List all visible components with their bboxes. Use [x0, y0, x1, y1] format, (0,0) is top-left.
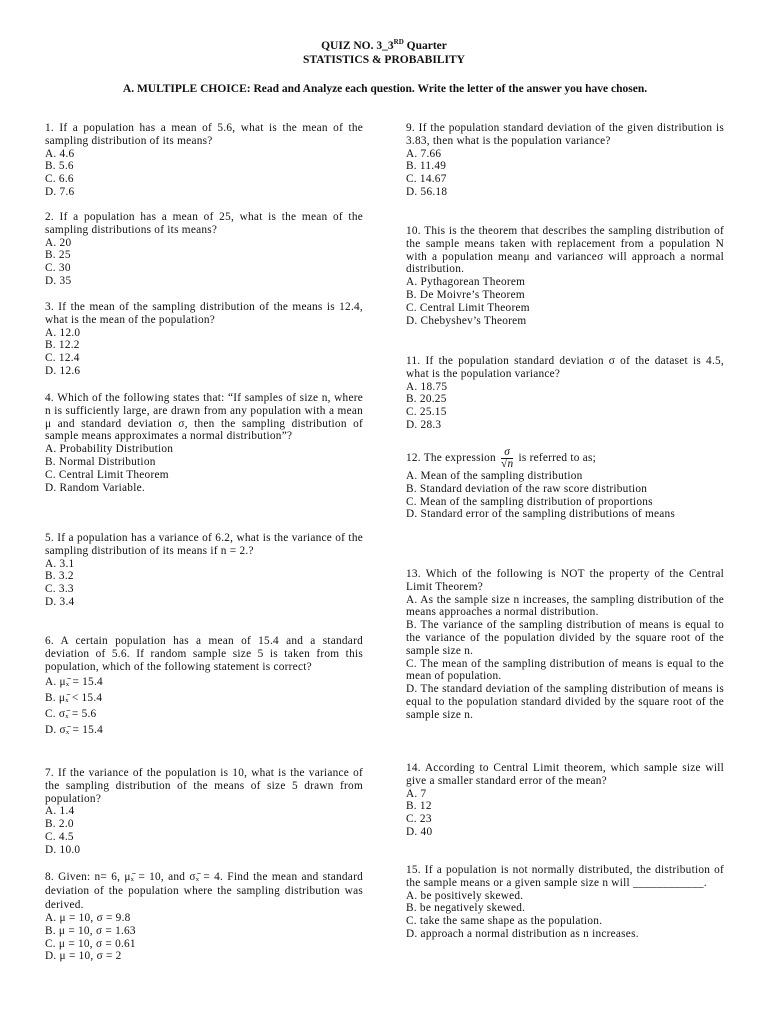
question-stem: 8. Given: n= 6, μₓ̄ = 10, and σₓ̄ = 4. Find the mean and standard deviation of the population where the sampling distribution was derived. [45, 871, 363, 911]
question-2 [45, 211, 363, 288]
option-b: B. The variance of the sampling distribution of means is equal to the variance of the population divided by the square root of the sample size n. [406, 619, 724, 657]
option-b: B. 12 [406, 800, 432, 813]
question-14 [406, 762, 724, 839]
question-5 [45, 532, 363, 609]
question-15 [406, 864, 724, 941]
option-a: A. 3.1 [45, 557, 75, 570]
title-suffix: Quarter [403, 40, 447, 52]
option-a: A. be positively skewed. [406, 889, 524, 902]
option-b: B. 20.25 [406, 393, 447, 406]
option-c: C. 30 [45, 262, 71, 275]
option-a: A. Mean of the sampling distribution [406, 470, 583, 482]
option-d: D. Chebyshev’s Theorem [406, 314, 527, 327]
option-d: D. 35 [45, 274, 72, 287]
option-b: B. 12.2 [45, 339, 80, 352]
option-d: D. approach a normal distribution as n increases. [406, 927, 639, 940]
question-stem: 13. Which of the following is NOT the property of the Central Limit Theorem? [406, 568, 724, 593]
fraction-numerator: σ [501, 447, 513, 459]
option-d: D. σₓ̄ = 15.4 [45, 723, 103, 736]
question-13 [406, 568, 724, 722]
option-d: D. 28.3 [406, 418, 442, 431]
question-10 [406, 225, 724, 327]
question-4 [45, 392, 363, 494]
option-c: C. σₓ̄ = 5.6 [45, 707, 97, 720]
option-a: A. 12.0 [45, 326, 81, 339]
question-9 [406, 122, 724, 199]
quiz-title [0, 40, 768, 52]
question-12 [406, 447, 724, 521]
option-c: C. 14.67 [406, 173, 447, 186]
question-stem: 6. A certain population has a mean of 15.4 and a standard deviation of 5.6. If random sample size 5 is taken from this population, which of the following statement is correct? [45, 635, 363, 673]
option-c: C. 3.3 [45, 583, 74, 596]
question-1 [45, 122, 363, 199]
right-column [406, 122, 724, 982]
option-a: A. 20 [45, 236, 72, 249]
option-a: A. μ = 10, σ = 9.8 [45, 912, 131, 924]
option-a: A. 18.75 [406, 380, 448, 393]
option-c: C. 12.4 [45, 352, 80, 365]
option-d: D. μ = 10, σ = 2 [45, 950, 122, 963]
option-a: A. Probability Distribution [45, 443, 174, 456]
option-c: C. μ = 10, σ = 0.61 [45, 937, 136, 950]
question-stem [406, 447, 724, 470]
stem-before: 12. The expression [406, 452, 500, 465]
instruction: A. MULTIPLE CHOICE: Read and Analyze each question. Write the letter of the answer you have chosen. [122, 83, 648, 95]
option-d: D. 12.6 [45, 364, 81, 377]
fraction-denominator: √n [501, 458, 514, 470]
option-a: A. 7.66 [406, 147, 442, 160]
option-a: A. As the sample size n increases, the sampling distribution of the means approaches a normal distribution. [406, 593, 724, 619]
stem-after: is referred to as; [515, 452, 597, 465]
option-d: D. Random Variable. [45, 481, 145, 494]
option-c: C. 23 [406, 813, 432, 826]
question-stem: 1. If a population has a mean of 5.6, what is the mean of the sampling distribution of its means? [45, 122, 363, 147]
option-a: A. 7 [406, 787, 427, 800]
option-d: D. 40 [406, 825, 433, 838]
question-stem: 15. If a population is not normally distributed, the distribution of the sample means or a given sample size n will ____________. [406, 864, 724, 889]
option-b: B. Standard deviation of the raw score distribution [406, 482, 648, 495]
option-b: B. be negatively skewed. [406, 902, 526, 915]
question-11 [406, 355, 724, 432]
option-c: C. 25.15 [406, 406, 447, 419]
question-stem: 2. If a population has a mean of 25, what is the mean of the sampling distributions of its means? [45, 211, 363, 236]
question-stem: 3. If the mean of the sampling distribution of the means is 12.4, what is the mean of the population? [45, 301, 363, 326]
title-prefix: QUIZ NO. 3_3 [321, 40, 394, 52]
option-b: B. 11.49 [406, 160, 447, 173]
option-d: D. 56.18 [406, 185, 448, 198]
question-stem: 10. This is the theorem that describes the sampling distribution of the sample means taken with replacement from a population N with a population meanμ and varianceσ will approach a normal distribution. [406, 225, 724, 276]
question-stem: 7. If the variance of the population is 10, what is the variance of the sampling distribution of the means of size 5 drawn from population? [45, 767, 363, 805]
question-stem: 11. If the population standard deviation σ of the dataset is 4.5, what is the population variance? [406, 355, 724, 380]
option-b: B. μₓ̄ < 15.4 [45, 692, 103, 705]
option-c: C. 4.5 [45, 830, 74, 843]
question-stem: 4. Which of the following states that: “If samples of size n, where n is sufficiently large, are drawn from any population with a mean μ and standard deviation σ, then the sampling distribution of sample means approximates a normal distribution”? [45, 392, 363, 443]
option-b: B. 3.2 [45, 570, 74, 583]
subject-title: STATISTICS & PROBABILITY [303, 54, 465, 66]
option-b: B. 2.0 [45, 818, 74, 831]
option-d: D. 3.4 [45, 595, 75, 608]
option-d: D. 10.0 [45, 843, 81, 856]
question-7 [45, 767, 363, 857]
option-a: A. 4.6 [45, 147, 75, 160]
question-8 [45, 870, 363, 963]
option-a: A. μₓ̄ = 15.4 [45, 676, 103, 689]
title-superscript: RD [393, 38, 404, 47]
option-d: D. 7.6 [45, 185, 75, 198]
option-c: C. Central Limit Theorem [406, 301, 530, 314]
question-stem: 5. If a population has a variance of 6.2, what is the variance of the sampling distribution of its means if n = 2.? [45, 532, 363, 557]
option-b: B. Normal Distribution [45, 455, 156, 468]
option-a: A. 1.4 [45, 805, 75, 818]
sigma-over-root-n-fraction [501, 447, 513, 470]
option-c: C. 6.6 [45, 173, 74, 186]
left-column [45, 122, 363, 982]
option-c: C. Mean of the sampling distribution of proportions [406, 495, 653, 508]
question-stem: 14. According to Central Limit theorem, which sample size will give a smaller standard error of the mean? [406, 762, 724, 787]
option-a: A. Pythagorean Theorem [406, 276, 526, 289]
option-d: D. Standard error of the sampling distributions of means [406, 508, 676, 521]
option-c: C. Central Limit Theorem [45, 468, 169, 481]
option-c: C. The mean of the sampling distribution of means is equal to the mean of population. [406, 657, 724, 683]
question-3 [45, 301, 363, 378]
option-b: B. 25 [45, 249, 71, 262]
option-b: B. μ = 10, σ = 1.63 [45, 924, 136, 937]
question-stem: 9. If the population standard deviation of the given distribution is 3.83, then what is the population variance? [406, 122, 724, 147]
option-d: D. The standard deviation of the sampling distribution of means is equal to the population standard divided by the square root of the sample size n. [406, 683, 724, 721]
option-b: B. De Moivre’s Theorem [406, 288, 525, 301]
question-6 [45, 635, 363, 737]
option-c: C. take the same shape as the population. [406, 915, 603, 928]
option-b: B. 5.6 [45, 160, 74, 173]
